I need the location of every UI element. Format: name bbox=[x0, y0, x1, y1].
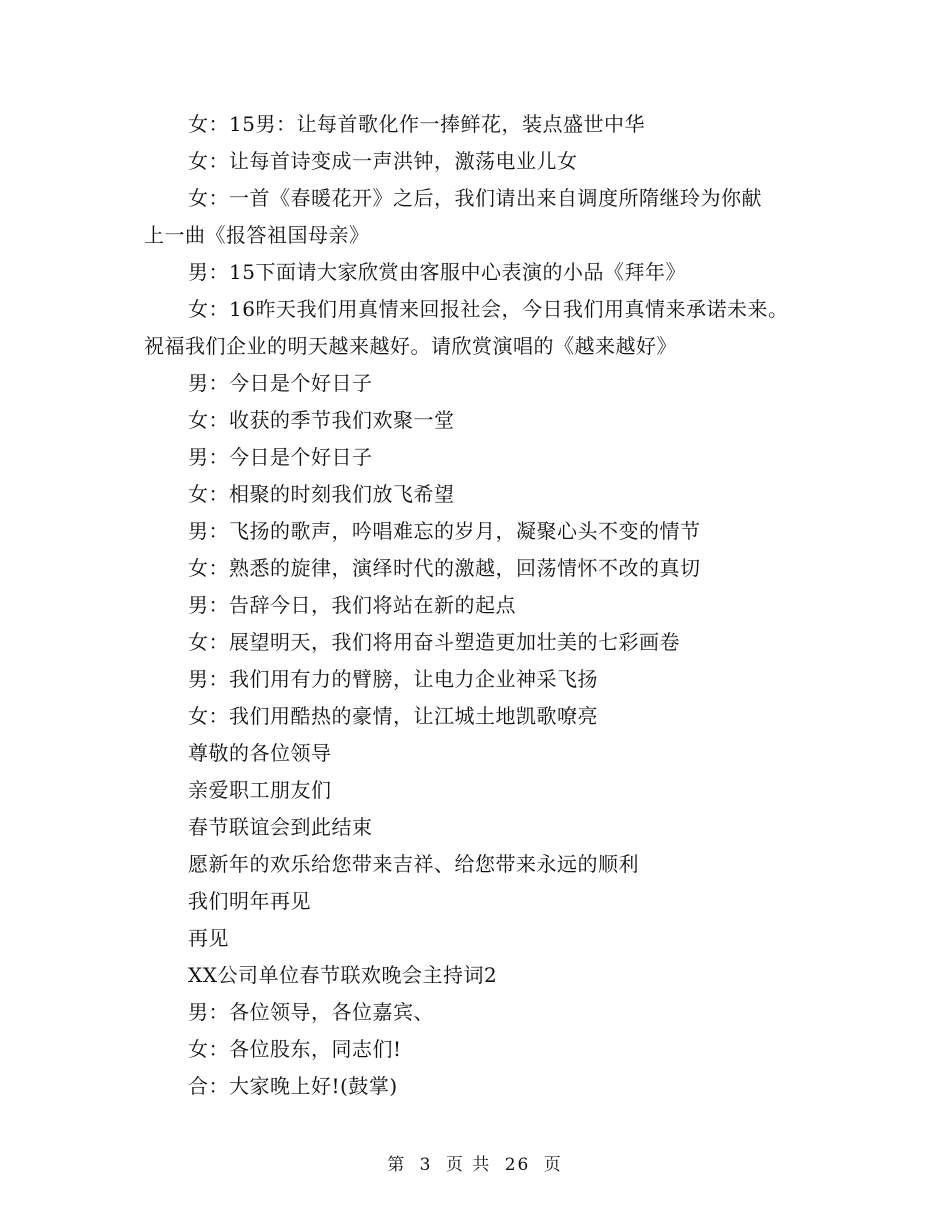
text-line: 女：相聚的时刻我们放飞希望 bbox=[188, 482, 455, 506]
text-line: 亲爱职工朋友们 bbox=[188, 778, 332, 802]
text-line: 女：一首《春暖花开》之后，我们请出来自调度所隋继玲为你献 bbox=[188, 186, 762, 210]
text-line: 男：告辞今日，我们将站在新的起点 bbox=[188, 593, 516, 617]
text-line: 我们明年再见 bbox=[188, 889, 311, 913]
text-line: 合：大家晚上好!(鼓掌) bbox=[188, 1074, 398, 1098]
text-line: 再见 bbox=[188, 926, 229, 950]
text-line: 女：收获的季节我们欢聚一堂 bbox=[188, 408, 455, 432]
text-line: 女：各位股东，同志们! bbox=[188, 1037, 402, 1061]
text-line: 上一曲《报答祖国母亲》 bbox=[144, 223, 370, 247]
text-line: 男：各位领导，各位嘉宾、 bbox=[188, 1000, 434, 1024]
footer-suffix: 页 bbox=[543, 1155, 563, 1175]
document-body bbox=[144, 106, 824, 1105]
text-line: 女：熟悉的旋律，演绎时代的激越，回荡情怀不改的真切 bbox=[188, 556, 701, 580]
text-line: 女：展望明天，我们将用奋斗塑造更加壮美的七彩画卷 bbox=[188, 630, 680, 654]
text-line: 女：让每首诗变成一声洪钟，激荡电业儿女 bbox=[188, 149, 578, 173]
page-footer bbox=[0, 1150, 950, 1175]
text-line: 春节联谊会到此结束 bbox=[188, 815, 373, 839]
text-line: 男：我们用有力的臂膀，让电力企业神采飞扬 bbox=[188, 667, 598, 691]
text-line: XX公司单位春节联欢晚会主持词2 bbox=[188, 963, 498, 987]
footer-prefix: 第 bbox=[387, 1155, 407, 1175]
text-line: 尊敬的各位领导 bbox=[188, 741, 332, 765]
text-line: 祝福我们企业的明天越来越好。请欣赏演唱的《越来越好》 bbox=[144, 334, 677, 358]
text-line: 男：今日是个好日子 bbox=[188, 445, 373, 469]
text-line: 女：我们用酷热的豪情，让江城土地凯歌嘹亮 bbox=[188, 704, 598, 728]
footer-middle: 页 共 bbox=[445, 1155, 492, 1175]
footer-page-number: 3 bbox=[419, 1155, 433, 1175]
text-line: 男：飞扬的歌声，吟唱难忘的岁月，凝聚心头不变的情节 bbox=[188, 519, 701, 543]
text-line: 男：今日是个好日子 bbox=[188, 371, 373, 395]
footer-total-pages: 26 bbox=[504, 1155, 531, 1175]
text-line: 男：15下面请大家欣赏由客服中心表演的小品《拜年》 bbox=[188, 260, 686, 284]
text-line: 女：15男：让每首歌化作一捧鲜花，装点盛世中华 bbox=[188, 112, 645, 136]
text-line: 愿新年的欢乐给您带来吉祥、给您带来永远的顺利 bbox=[188, 852, 639, 876]
text-line: 女：16昨天我们用真情来回报社会，今日我们用真情来承诺未来。 bbox=[188, 297, 789, 321]
